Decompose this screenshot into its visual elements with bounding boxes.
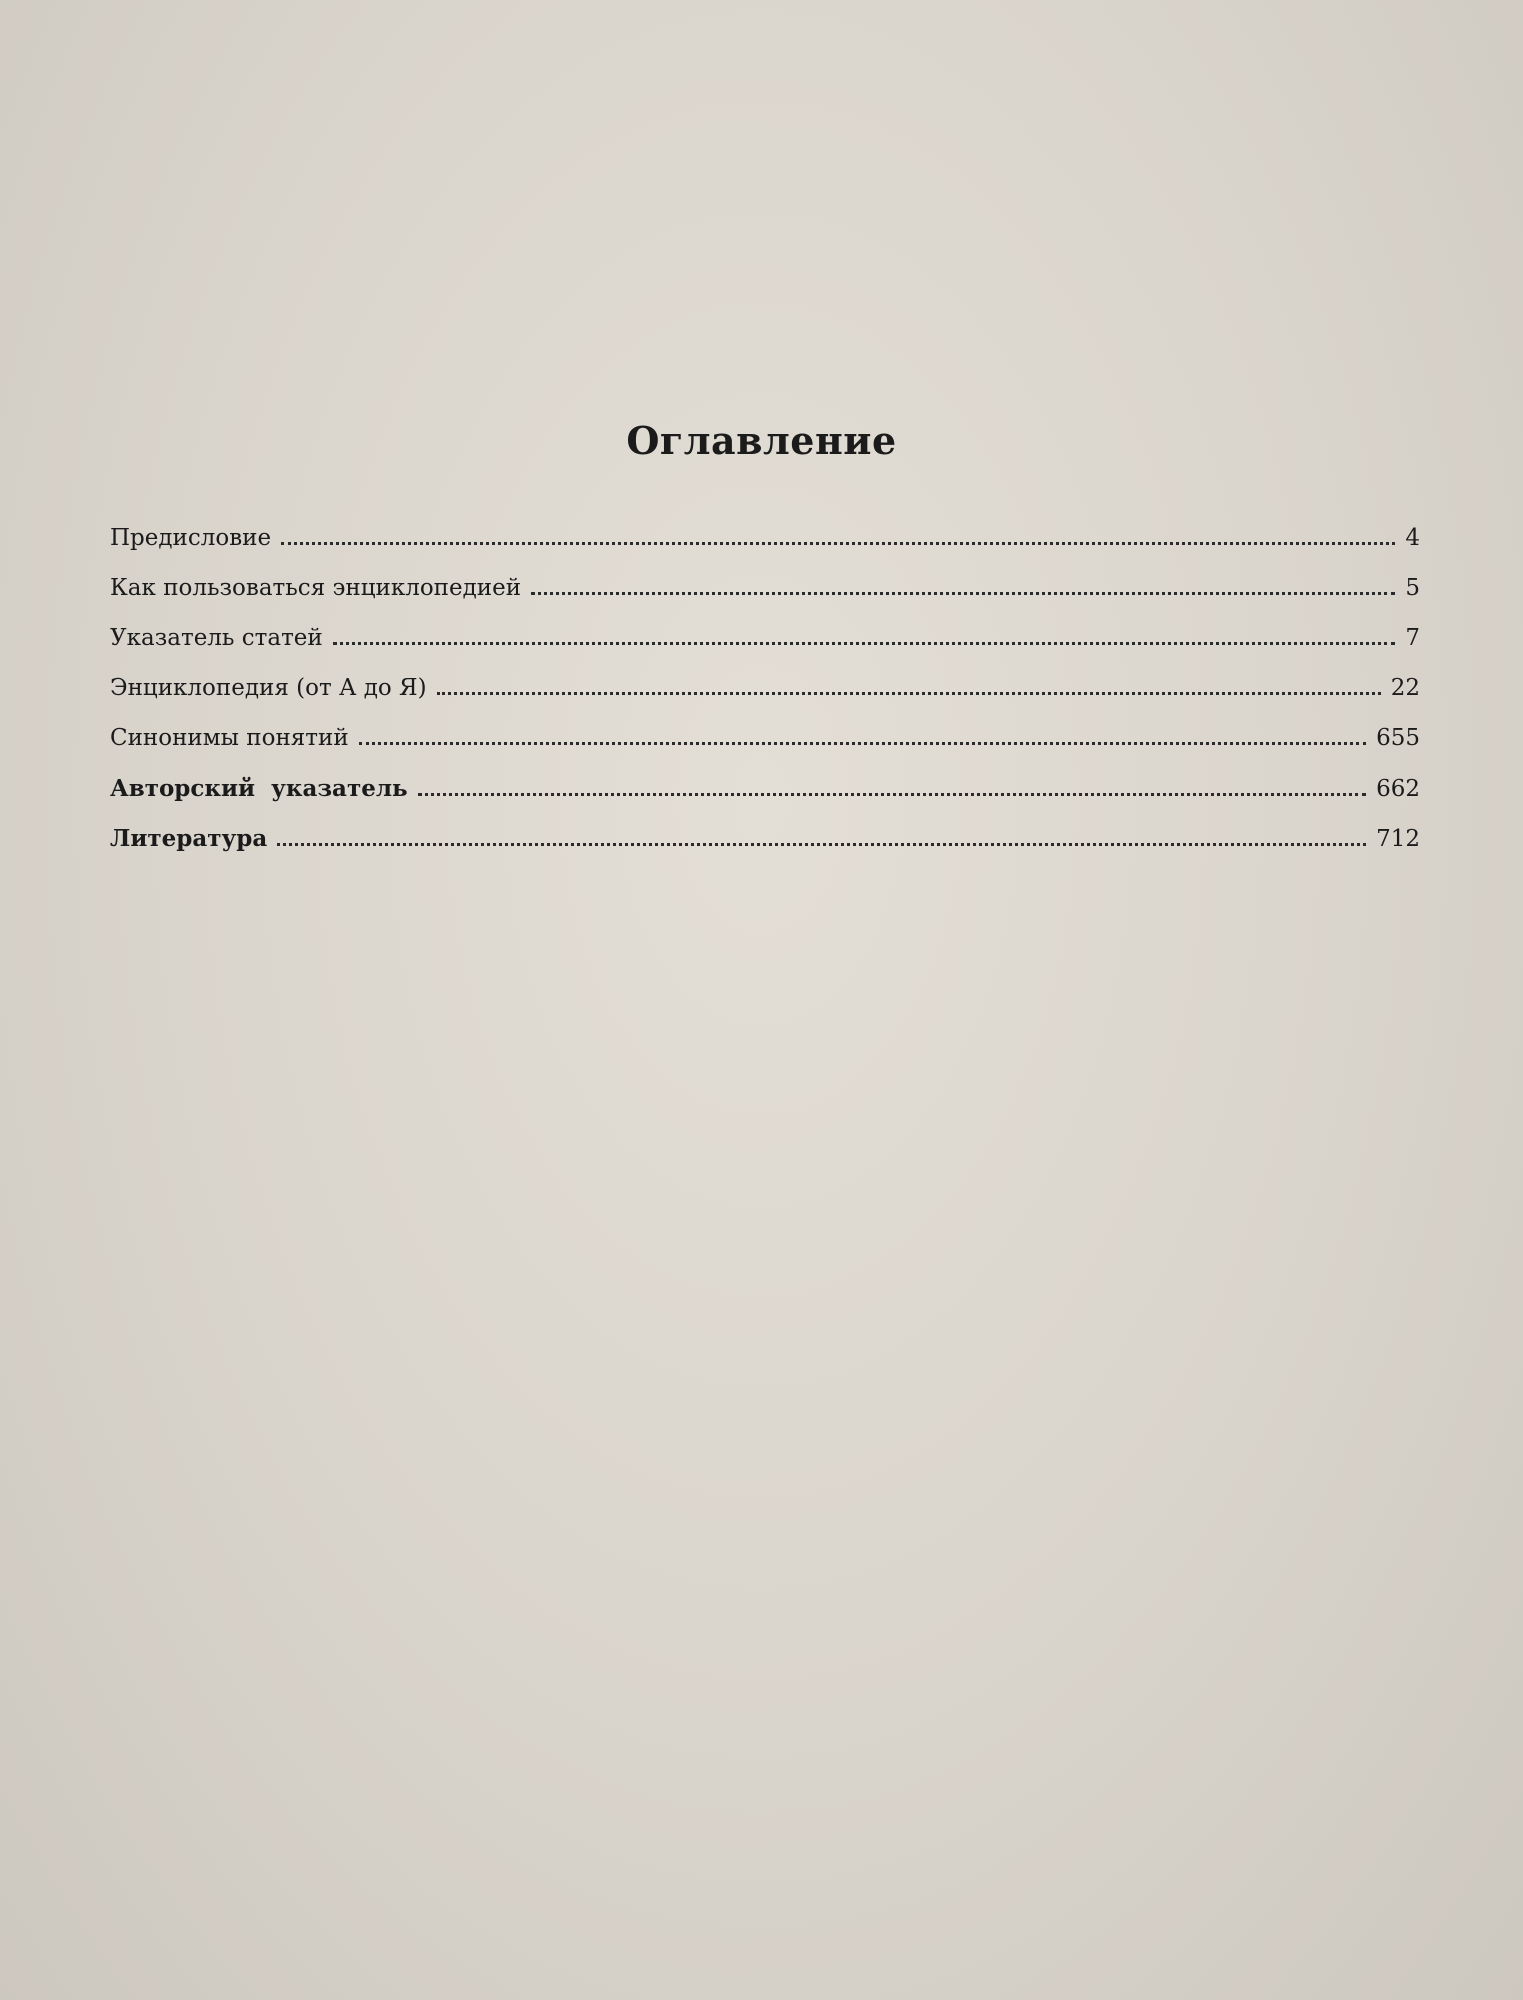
toc-entry-page: 4 [1405, 525, 1420, 551]
toc-title: Оглавление [626, 418, 897, 463]
toc-entry-label: Энциклопедия (от А до Я) [110, 675, 427, 701]
toc-entry-preface [110, 525, 1420, 575]
toc-entry-label: Синонимы понятий [110, 725, 349, 751]
dot-leader [359, 742, 1366, 745]
toc-entry-page: 7 [1405, 625, 1420, 651]
toc-entry-label: Указатель статей [110, 625, 323, 651]
toc-entry-how-to-use [110, 575, 1420, 625]
toc-entry-label: Предисловие [110, 525, 272, 551]
toc-entry-article-index [110, 625, 1420, 675]
toc-entry-page: 712 [1376, 826, 1420, 852]
toc-entry-page: 22 [1390, 675, 1420, 701]
dot-leader [333, 642, 1396, 645]
table-of-contents [110, 525, 1420, 875]
toc-entry-label: Как пользоваться энциклопедией [110, 575, 522, 601]
dot-leader [418, 793, 1366, 796]
dot-leader [277, 843, 1366, 846]
toc-entry-encyclopedia [110, 675, 1420, 725]
toc-entry-page: 662 [1376, 776, 1420, 802]
toc-entry-author-index [110, 775, 1420, 825]
dot-leader [531, 592, 1395, 595]
toc-entry-page: 655 [1376, 725, 1420, 751]
toc-entry-synonyms [110, 725, 1420, 775]
dot-leader [437, 692, 1381, 695]
toc-entry-literature [110, 825, 1420, 875]
dot-leader [281, 542, 1395, 545]
toc-entry-label: Авторский указатель [110, 775, 408, 802]
toc-entry-page: 5 [1405, 575, 1420, 601]
toc-entry-label: Литература [110, 825, 268, 852]
